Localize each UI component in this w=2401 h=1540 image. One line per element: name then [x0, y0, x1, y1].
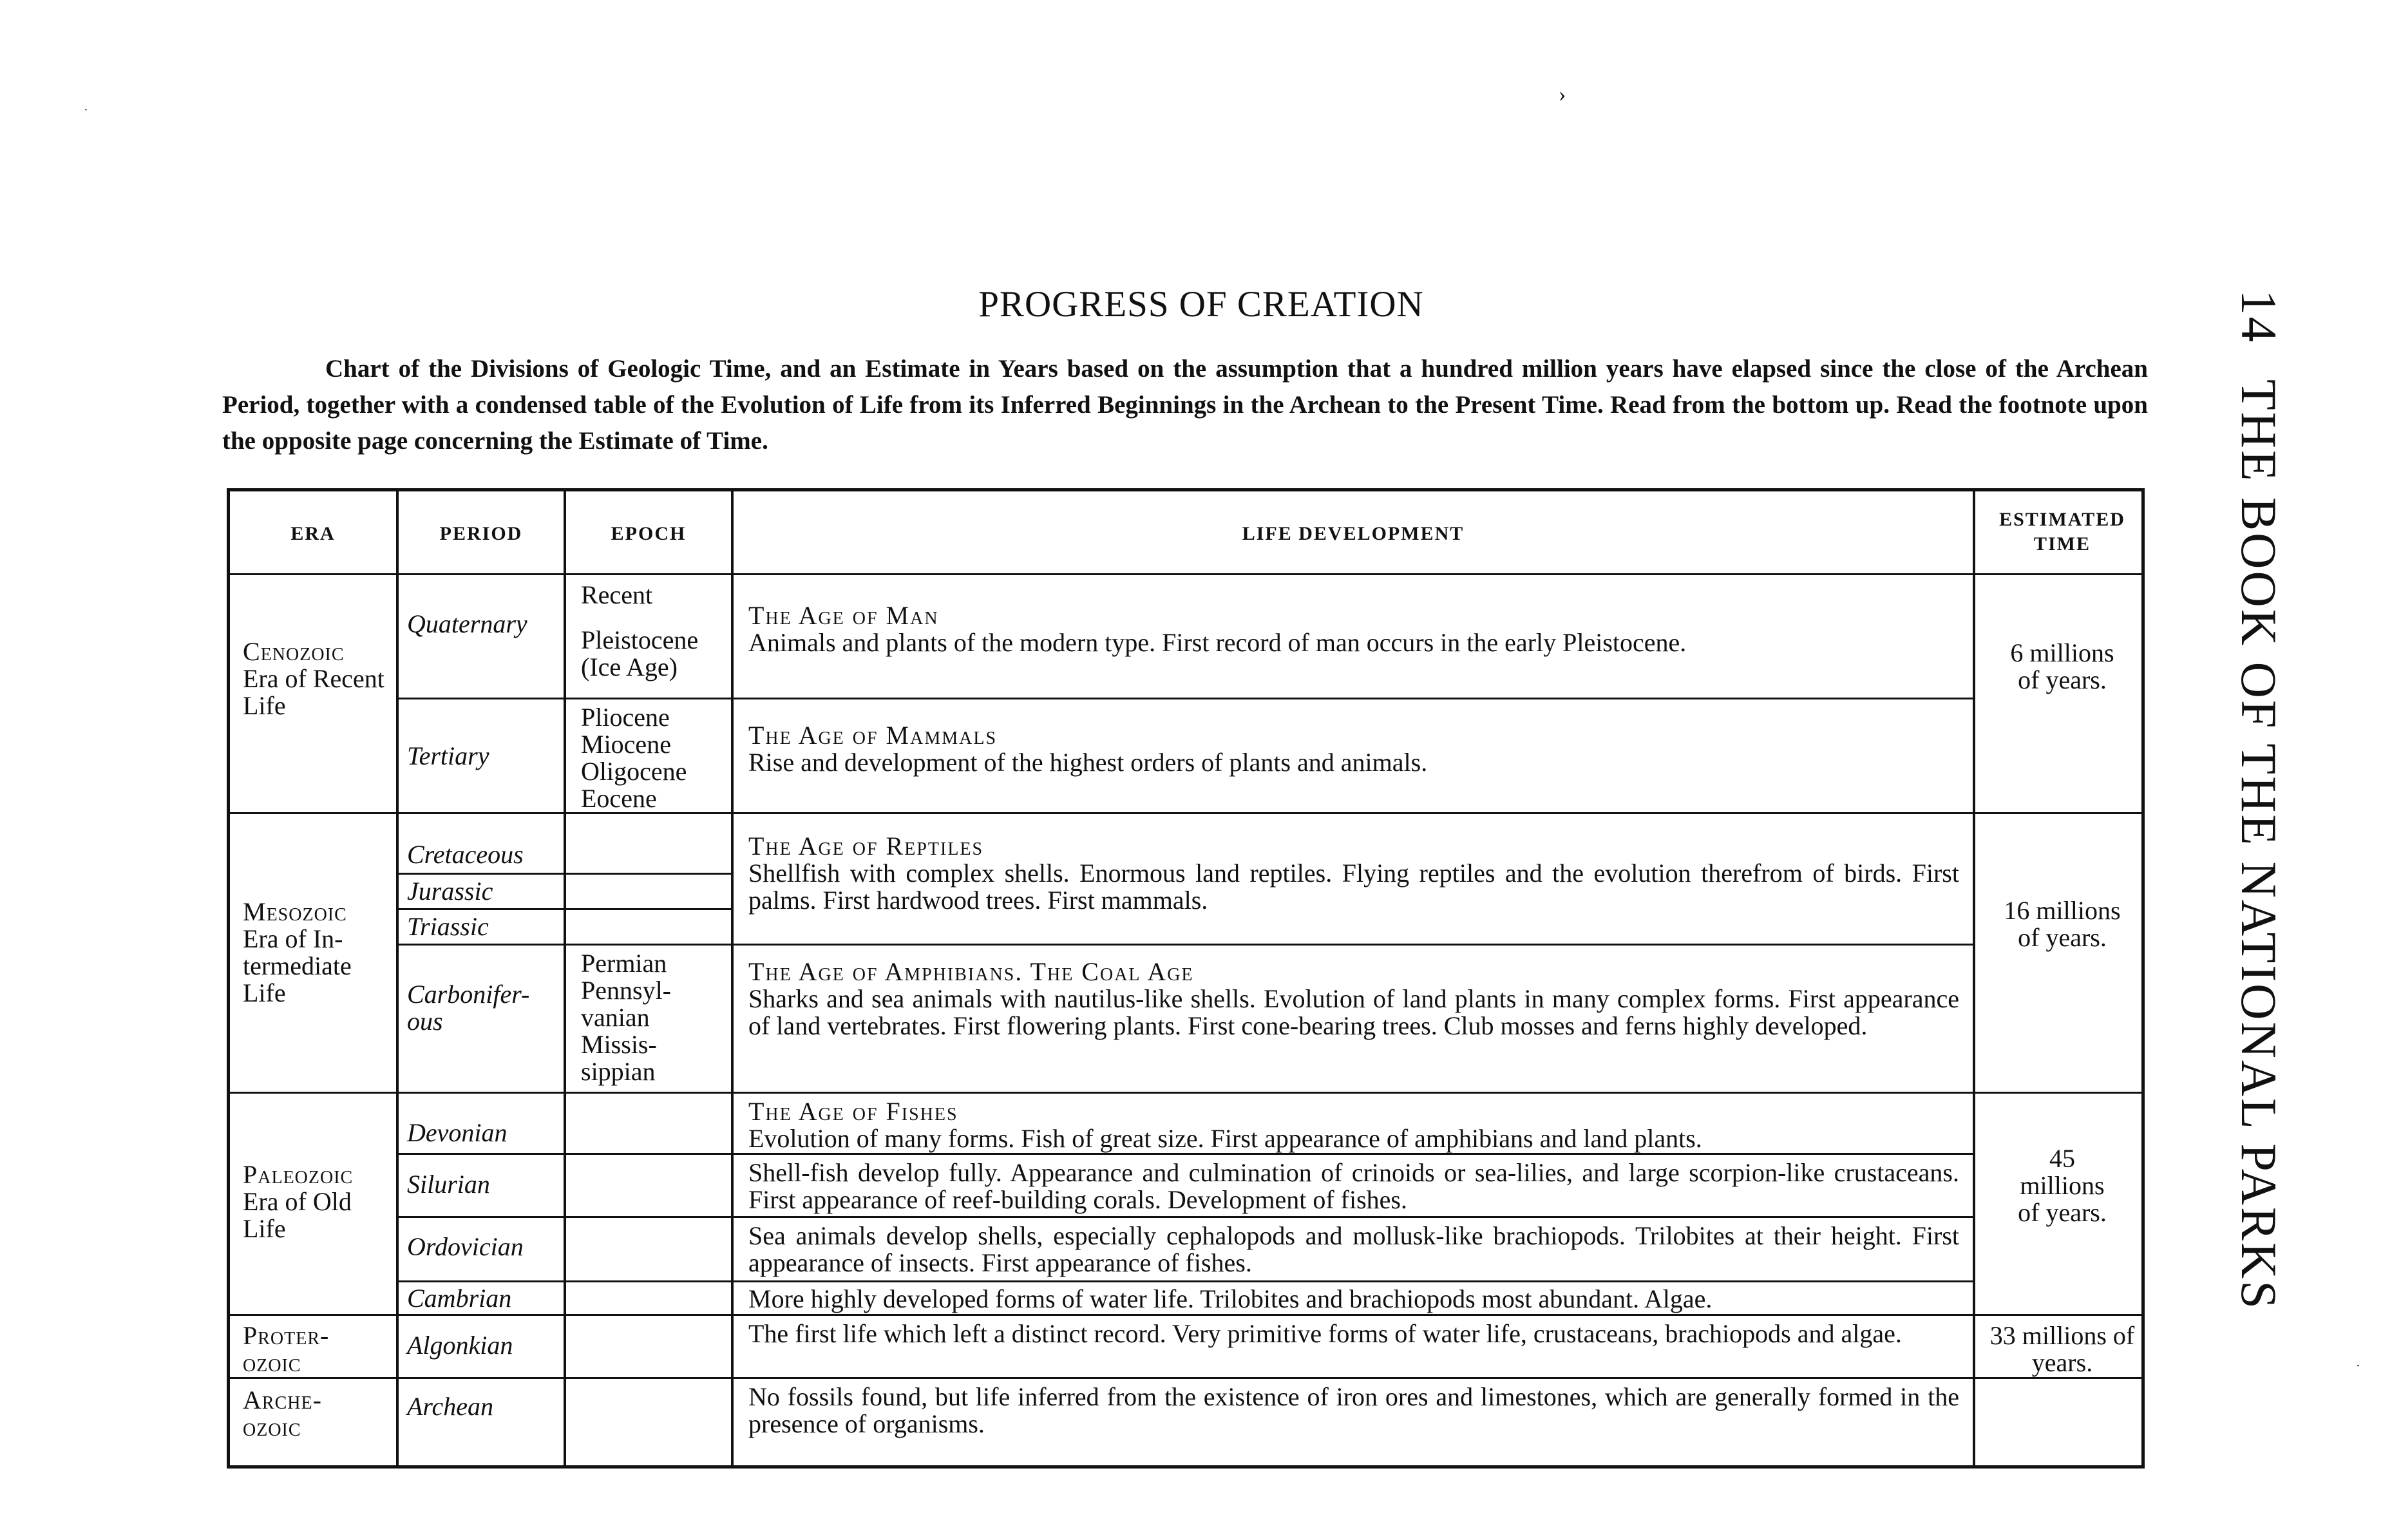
- age-heading: The Age of Man: [748, 601, 939, 630]
- epoch-recent: Recent: [581, 580, 653, 609]
- era-description: Era of Old Life: [243, 1187, 352, 1243]
- life-ordovician: Sea animals develop shells, especially cephalopods and mollusk-like brachiopods. Trilobites at their height. First appearance of insects. First appearance of fishes.: [748, 1221, 1959, 1277]
- page-number: 14: [2231, 290, 2287, 344]
- era-paleozoic: [243, 1161, 391, 1242]
- column-rule: [731, 491, 734, 1465]
- life-age-of-man: [748, 602, 1959, 656]
- header-period: PERIOD: [439, 523, 523, 544]
- life-cambrian: More highly developed forms of water life. Trilobites and brachiopods most abundant. Algae.: [748, 1284, 1713, 1313]
- era-rule: [230, 812, 2141, 814]
- time-cenozoic: 6 millions of years.: [2010, 638, 2114, 694]
- period-rule: [396, 698, 1973, 699]
- life-age-of-amphibians: [748, 958, 1959, 1040]
- life-age-of-mammals: [748, 722, 1959, 776]
- geologic-time-chart: [227, 488, 2145, 1469]
- age-heading: The Age of Fishes: [748, 1097, 958, 1126]
- era-name: Arche-ozoic: [243, 1385, 322, 1441]
- period-devonian: Devonian: [407, 1118, 508, 1147]
- life-age-of-reptiles: [748, 833, 1959, 914]
- stray-dot: ·: [84, 103, 88, 117]
- life-text: Sharks and sea animals with nautilus-like shells. Evolution of land plants in many complex forms. First appearance of land vertebrates. First flowering plants. First cone-bearing trees. Club mosses and ferns highly developed.: [748, 984, 1959, 1040]
- period-rule: [396, 908, 731, 910]
- period-ordovician: Ordovician: [407, 1232, 524, 1261]
- age-heading: The Age of Mammals: [748, 721, 998, 750]
- period-rule: [396, 944, 1973, 946]
- era-name: Cenozoic: [243, 637, 345, 666]
- era-description: Era of In-termediate Life: [243, 924, 352, 1007]
- era-name: Paleozoic: [243, 1160, 354, 1189]
- header-era: ERA: [290, 523, 336, 544]
- header-rule: [230, 573, 2141, 575]
- life-text: Rise and development of the highest orders of plants and animals.: [748, 748, 1428, 777]
- era-rule: [230, 1314, 2141, 1316]
- epoch-tertiary: Pliocene Miocene Oligocene Eocene: [581, 703, 687, 813]
- era-cenozoic: [243, 638, 391, 719]
- column-rule: [564, 491, 566, 1465]
- epoch-pleistocene: Pleistocene (Ice Age): [581, 625, 699, 681]
- period-rule: [396, 1216, 1973, 1218]
- era-rule: [230, 1377, 2141, 1379]
- life-text: Shellfish with complex shells. Enormous land reptiles. Flying reptiles and the evolution therefrom of birds. First palms. First hardwood trees. First mammals.: [748, 859, 1959, 915]
- era-rule: [230, 1092, 2141, 1094]
- period-cretaceous: Cretaceous: [407, 840, 524, 869]
- epoch-carboniferous: Permian Pennsyl-vanian Missis-sippian: [581, 949, 671, 1086]
- age-heading: The Age of Reptiles: [748, 832, 984, 860]
- period-tertiary: Tertiary: [407, 741, 489, 770]
- intro-paragraph: [222, 351, 2148, 459]
- era-proterozoic: [243, 1322, 372, 1376]
- life-age-of-fishes: [748, 1098, 1959, 1152]
- time-paleozoic: 45 millions of years.: [2018, 1144, 2107, 1227]
- period-silurian: Silurian: [407, 1170, 490, 1199]
- life-silurian: Shell-fish develop fully. Appearance and culmination of crinoids or sea-lilies, and large scorpion-like crustaceans. First appearance of reef-building corals. Development of fishes.: [748, 1158, 1959, 1214]
- life-text: Evolution of many forms. Fish of great size. First appearance of amphibians and land plants.: [748, 1124, 1702, 1153]
- column-rule: [1973, 491, 1975, 1465]
- life-text: Animals and plants of the modern type. First record of man occurs in the early Pleistocene.: [748, 628, 1687, 657]
- era-archeozoic: [243, 1387, 372, 1441]
- period-rule: [396, 873, 731, 875]
- time-mesozoic: 16 millions of years.: [2004, 896, 2121, 952]
- running-head: [2230, 290, 2288, 1311]
- header-epoch: EPOCH: [611, 523, 687, 544]
- period-rule: [396, 1280, 1973, 1282]
- period-carboniferous: Carbonifer-ous: [407, 980, 530, 1036]
- era-mesozoic: [243, 898, 391, 1007]
- stray-dot: ·: [2356, 1359, 2360, 1373]
- period-archean: Archean: [407, 1392, 494, 1421]
- time-proterozoic: 33 millions of years.: [1989, 1321, 2135, 1377]
- period-cambrian: Cambrian: [407, 1284, 512, 1313]
- age-heading: The Age of Amphibians. The Coal Age: [748, 957, 1194, 986]
- period-triassic: Triassic: [407, 912, 489, 941]
- period-algonkian: Algonkian: [407, 1331, 513, 1360]
- period-rule: [396, 1153, 1973, 1155]
- era-name: Proter-ozoic: [243, 1321, 330, 1377]
- life-algonkian: The first life which left a distinct record. Very primitive forms of water life, crustaceans, brachiopods and algae.: [748, 1319, 1902, 1348]
- header-estimated-time: ESTIMATED TIME: [1999, 509, 2125, 555]
- era-description: Era of Recent Life: [243, 664, 384, 720]
- page-title: PROGRESS OF CREATION: [978, 284, 1424, 325]
- column-rule: [396, 491, 399, 1465]
- intro-text: Chart of the Divisions of Geologic Time, and an Estimate in Years based on the assumption that a hundred million years have elapsed since the close of the Archean Period, together with a condensed table of the Evolution of Life from its Inferred Beginnings in the Archean to the Present Time. Read from the bottom up. Read the footnote upon the opposite page concerning the Estimate of Time.: [222, 355, 2148, 455]
- book-title: THE BOOK OF THE NATIONAL PARKS: [2231, 379, 2287, 1311]
- header-life-development: LIFE DEVELOPMENT: [1242, 523, 1465, 544]
- era-name: Mesozoic: [243, 897, 347, 926]
- period-quaternary: Quaternary: [407, 609, 527, 638]
- period-jurassic: Jurassic: [407, 877, 493, 906]
- life-archean: No fossils found, but life inferred from the existence of iron ores and limestones, which are generally formed in the presence of organisms.: [748, 1382, 1959, 1438]
- margin-mark: ›: [1559, 82, 1566, 106]
